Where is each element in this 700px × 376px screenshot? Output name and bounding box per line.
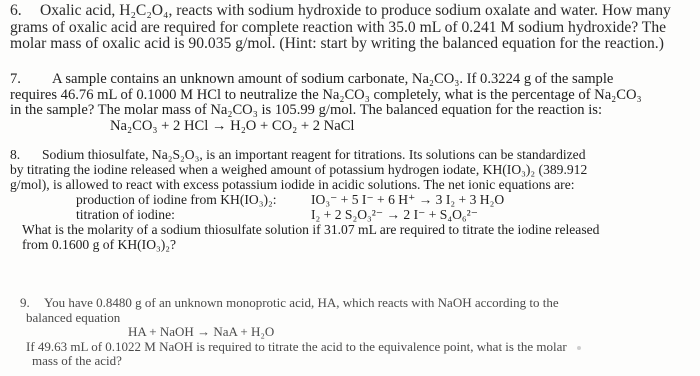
question-7-equation: Na₂CO₃ + 2 HCl → H₂O + CO₂ + 2 NaCl — [110, 117, 355, 134]
equation-2-label: titration of iodine: — [76, 207, 175, 222]
question-8-text: Sodium thiosulfate, Na₂S₂O₃, is an important reagent for titrations. Its solutions can be standardized — [42, 147, 586, 162]
question-6-line-2: grams of oxalic acid are required for complete reaction with 35.0 mL of 0.241 M sodium hydroxide? The — [10, 18, 667, 36]
dot-icon — [577, 346, 581, 350]
question-8-question-line-2: from 0.1600 g of KH(IO₃)₂? — [22, 237, 177, 252]
question-7-line-2: requires 46.76 mL of 0.1000 M HCl to neutralize the Na₂CO₃ completely, what is the percentage of Na₂CO₃ — [10, 86, 642, 103]
question-8-equation-2 — [10, 207, 694, 222]
equation-2: I₂ + 2 S₂O₃²⁻ → 2 I⁻ + S₄O₆²⁻ — [311, 207, 478, 222]
question-9-number: 9. — [20, 295, 30, 310]
question-9-question-line-1 — [10, 340, 694, 355]
question-9-line-2: balanced equation — [26, 309, 121, 325]
question-9-line-1 — [10, 296, 694, 311]
question-8-line-2: by titrating the iodine released when a weighed amount of potassium hydrogen iodate, KH(IO₃)₂ (389.912 — [10, 162, 588, 177]
question-8 — [10, 147, 694, 252]
question-9-question-text: If 49.63 mL of 0.1022 M NaOH is required to titrate the acid to the equivalence point, what is the molar — [26, 338, 567, 354]
question-6-line-3: molar mass of oxalic acid is 90.035 g/mol. (Hint: start by writing the balanced equation for the reaction.) — [10, 35, 664, 52]
question-8-number: 8. — [10, 147, 21, 162]
question-8-line-3: g/mol), is allowed to react with excess potassium iodide in acidic solutions. The net ionic equations are: — [10, 177, 575, 192]
question-9 — [10, 296, 694, 369]
question-9-question-line-2: mass of the acid? — [32, 353, 122, 369]
question-7 — [10, 72, 694, 134]
question-7-text: A sample contains an unknown amount of sodium carbonate, Na₂CO₃. If 0.3224 g of the sample — [52, 71, 614, 87]
question-6-number: 6. — [10, 2, 22, 19]
question-6-line-1 — [10, 3, 694, 20]
question-6-text: Oxalic acid, H₂C₂O₄, reacts with sodium hydroxide to produce sodium oxalate and water. How many — [40, 2, 671, 19]
question-7-line-1 — [10, 72, 694, 88]
question-7-line-3: in the sample? The molar mass of Na₂CO₃ is 105.99 g/mol. The balanced equation for the reaction is: — [10, 102, 603, 118]
equation-1: IO₃⁻ + 5 I⁻ + 6 H⁺ → 3 I₂ + 3 H₂O — [311, 192, 505, 207]
question-7-number: 7. — [10, 71, 21, 87]
question-8-line-1 — [10, 147, 694, 162]
question-9-equation: HA + NaOH → NaA + H₂O — [128, 324, 275, 340]
question-8-equation-1 — [10, 192, 694, 207]
equation-1-label: production of iodine from KH(IO₃)₂: — [76, 192, 277, 207]
question-6 — [10, 3, 694, 53]
question-9-text: You have 0.8480 g of an unknown monoprotic acid, HA, which reacts with NaOH according to the — [44, 295, 559, 310]
question-8-question-line-1: What is the molarity of a sodium thiosulfate solution if 31.07 mL are required to titrate the iodine released — [22, 222, 600, 237]
